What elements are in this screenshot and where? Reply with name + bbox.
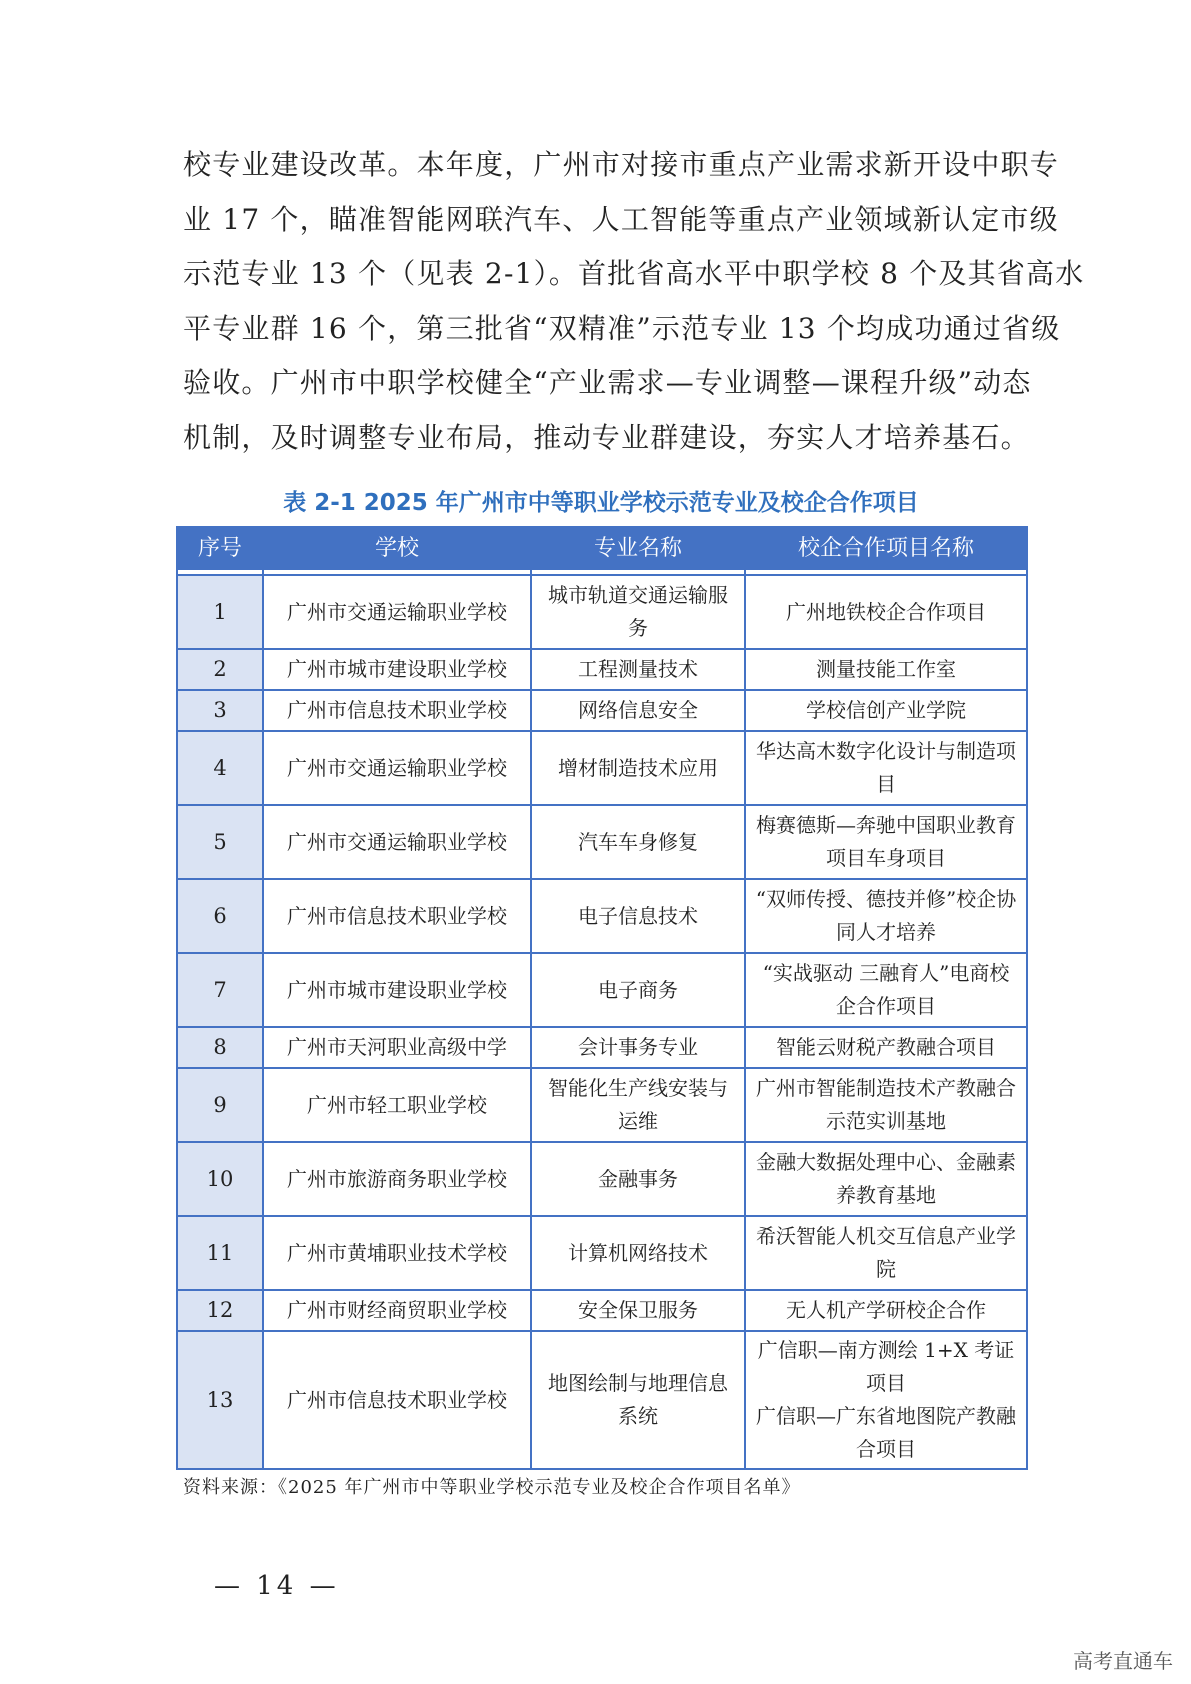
row-number: 9: [177, 1068, 263, 1142]
header-major: 专业名称: [531, 527, 745, 569]
header-project: 校企合作项目名称: [745, 527, 1027, 569]
project-item: 广州市智能制造技术产教融合示范实训基地: [756, 1076, 1016, 1133]
major-name: 城市轨道交通运输服务: [531, 575, 745, 649]
program-table: [176, 526, 1028, 1470]
row-number: 8: [177, 1027, 263, 1068]
major-name: 工程测量技术: [531, 649, 745, 690]
major-name: 智能化生产线安装与运维: [531, 1068, 745, 1142]
project-name: [745, 690, 1027, 731]
paragraph-line-4: 平专业群 16 个，第三批省“双精准”示范专业 13 个均成功通过省级: [183, 311, 1061, 345]
major-name: 增材制造技术应用: [531, 731, 745, 805]
project-name: [745, 805, 1027, 879]
table-row: [177, 690, 1027, 731]
project-item: 学校信创产业学院: [806, 698, 966, 722]
page-number: — 14 —: [214, 1571, 340, 1601]
major-name: 安全保卫服务: [531, 1290, 745, 1331]
project-item: “实战驱动 三融育人”电商校企合作项目: [762, 961, 1010, 1018]
row-number: 7: [177, 953, 263, 1027]
table-header-row: [177, 527, 1027, 569]
table-body: [177, 569, 1027, 1469]
paragraph-line-6: 机制，及时调整专业布局，推动专业群建设，夯实人才培养基石。: [183, 420, 1030, 454]
project-item: 无人机产学研校企合作: [786, 1298, 986, 1322]
project-name: [745, 953, 1027, 1027]
row-number: 11: [177, 1216, 263, 1290]
school-name: 广州市旅游商务职业学校: [263, 1142, 531, 1216]
paragraph-line-2: 业 17 个，瞄准智能网联汽车、人工智能等重点产业领域新认定市级: [183, 202, 1059, 236]
school-name: 广州市城市建设职业学校: [263, 649, 531, 690]
table-row: [177, 1068, 1027, 1142]
header-number: 序号: [177, 527, 263, 569]
project-item: 智能云财税产教融合项目: [776, 1035, 996, 1059]
table-row: [177, 1331, 1027, 1469]
school-name: 广州市信息技术职业学校: [263, 879, 531, 953]
source-note: 资料来源：《2025 年广州市中等职业学校示范专业及校企合作项目名单》: [183, 1477, 801, 1498]
row-number: 3: [177, 690, 263, 731]
major-name: 会计事务专业: [531, 1027, 745, 1068]
body-paragraph: [183, 138, 1085, 466]
project-name: [745, 1331, 1027, 1469]
project-name: [745, 1290, 1027, 1331]
watermark-text: 高考直通车: [1073, 1649, 1173, 1673]
header-school: 学校: [263, 527, 531, 569]
school-name: 广州市信息技术职业学校: [263, 690, 531, 731]
table-row: [177, 575, 1027, 649]
project-name: [745, 649, 1027, 690]
project-name: [745, 1068, 1027, 1142]
project-name: [745, 879, 1027, 953]
school-name: 广州市轻工职业学校: [263, 1068, 531, 1142]
project-item: 华达高木数字化设计与制造项目: [756, 739, 1016, 796]
major-name: 金融事务: [531, 1142, 745, 1216]
school-name: 广州市黄埔职业技术学校: [263, 1216, 531, 1290]
paragraph-line-5: 验收。广州市中职学校健全“产业需求—专业调整—课程升级”动态: [183, 366, 1032, 400]
school-name: 广州市城市建设职业学校: [263, 953, 531, 1027]
major-name: 汽车车身修复: [531, 805, 745, 879]
table-row: [177, 1216, 1027, 1290]
project-item: 广州地铁校企合作项目: [786, 599, 986, 624]
row-number: 12: [177, 1290, 263, 1331]
project-item: 金融大数据处理中心、金融素养教育基地: [756, 1150, 1016, 1207]
project-item: 希沃智能人机交互信息产业学院: [756, 1224, 1016, 1281]
major-name: 电子商务: [531, 953, 745, 1027]
table-title: 表 2-1 2025 年广州市中等职业学校示范专业及校企合作项目: [283, 490, 919, 516]
project-item: 广信职—广东省地图院产教融合项目: [756, 1404, 1016, 1461]
school-name: 广州市交通运输职业学校: [263, 575, 531, 649]
project-item: 广信职—南方测绘 1+X 考证项目: [757, 1338, 1015, 1395]
row-number: 4: [177, 731, 263, 805]
paragraph-line-1: 校专业建设改革。本年度，广州市对接市重点产业需求新开设中职专: [183, 148, 1060, 181]
project-name: [745, 731, 1027, 805]
school-name: 广州市交通运输职业学校: [263, 731, 531, 805]
row-number: 13: [177, 1331, 263, 1469]
table-row: [177, 953, 1027, 1027]
row-number: 6: [177, 879, 263, 953]
row-number: 1: [177, 575, 263, 649]
table-row: [177, 879, 1027, 953]
project-item: “双师传授、德技并修”校企协同人才培养: [755, 887, 1017, 944]
major-name: 地图绘制与地理信息系统: [531, 1331, 745, 1469]
school-name: 广州市财经商贸职业学校: [263, 1290, 531, 1331]
school-name: 广州市天河职业高级中学: [263, 1027, 531, 1068]
table-row: [177, 649, 1027, 690]
major-name: 电子信息技术: [531, 879, 745, 953]
major-name: 计算机网络技术: [531, 1216, 745, 1290]
paragraph-line-3: 示范专业 13 个（见表 2-1）。首批省高水平中职学校 8 个及其省高水: [183, 257, 1085, 291]
table-row: [177, 731, 1027, 805]
project-name: [745, 1216, 1027, 1290]
project-name: [745, 1142, 1027, 1216]
project-item: 测量技能工作室: [816, 657, 956, 681]
project-name: [745, 1027, 1027, 1068]
table-row: [177, 805, 1027, 879]
row-number: 5: [177, 805, 263, 879]
table-row: [177, 1027, 1027, 1068]
table-row: [177, 1142, 1027, 1216]
table-row: [177, 1290, 1027, 1331]
project-item: 梅赛德斯—奔驰中国职业教育项目车身项目: [756, 813, 1016, 870]
school-name: 广州市交通运输职业学校: [263, 805, 531, 879]
row-number: 10: [177, 1142, 263, 1216]
major-name: 网络信息安全: [531, 690, 745, 731]
project-name: [745, 575, 1027, 649]
school-name: 广州市信息技术职业学校: [263, 1331, 531, 1469]
row-number: 2: [177, 649, 263, 690]
